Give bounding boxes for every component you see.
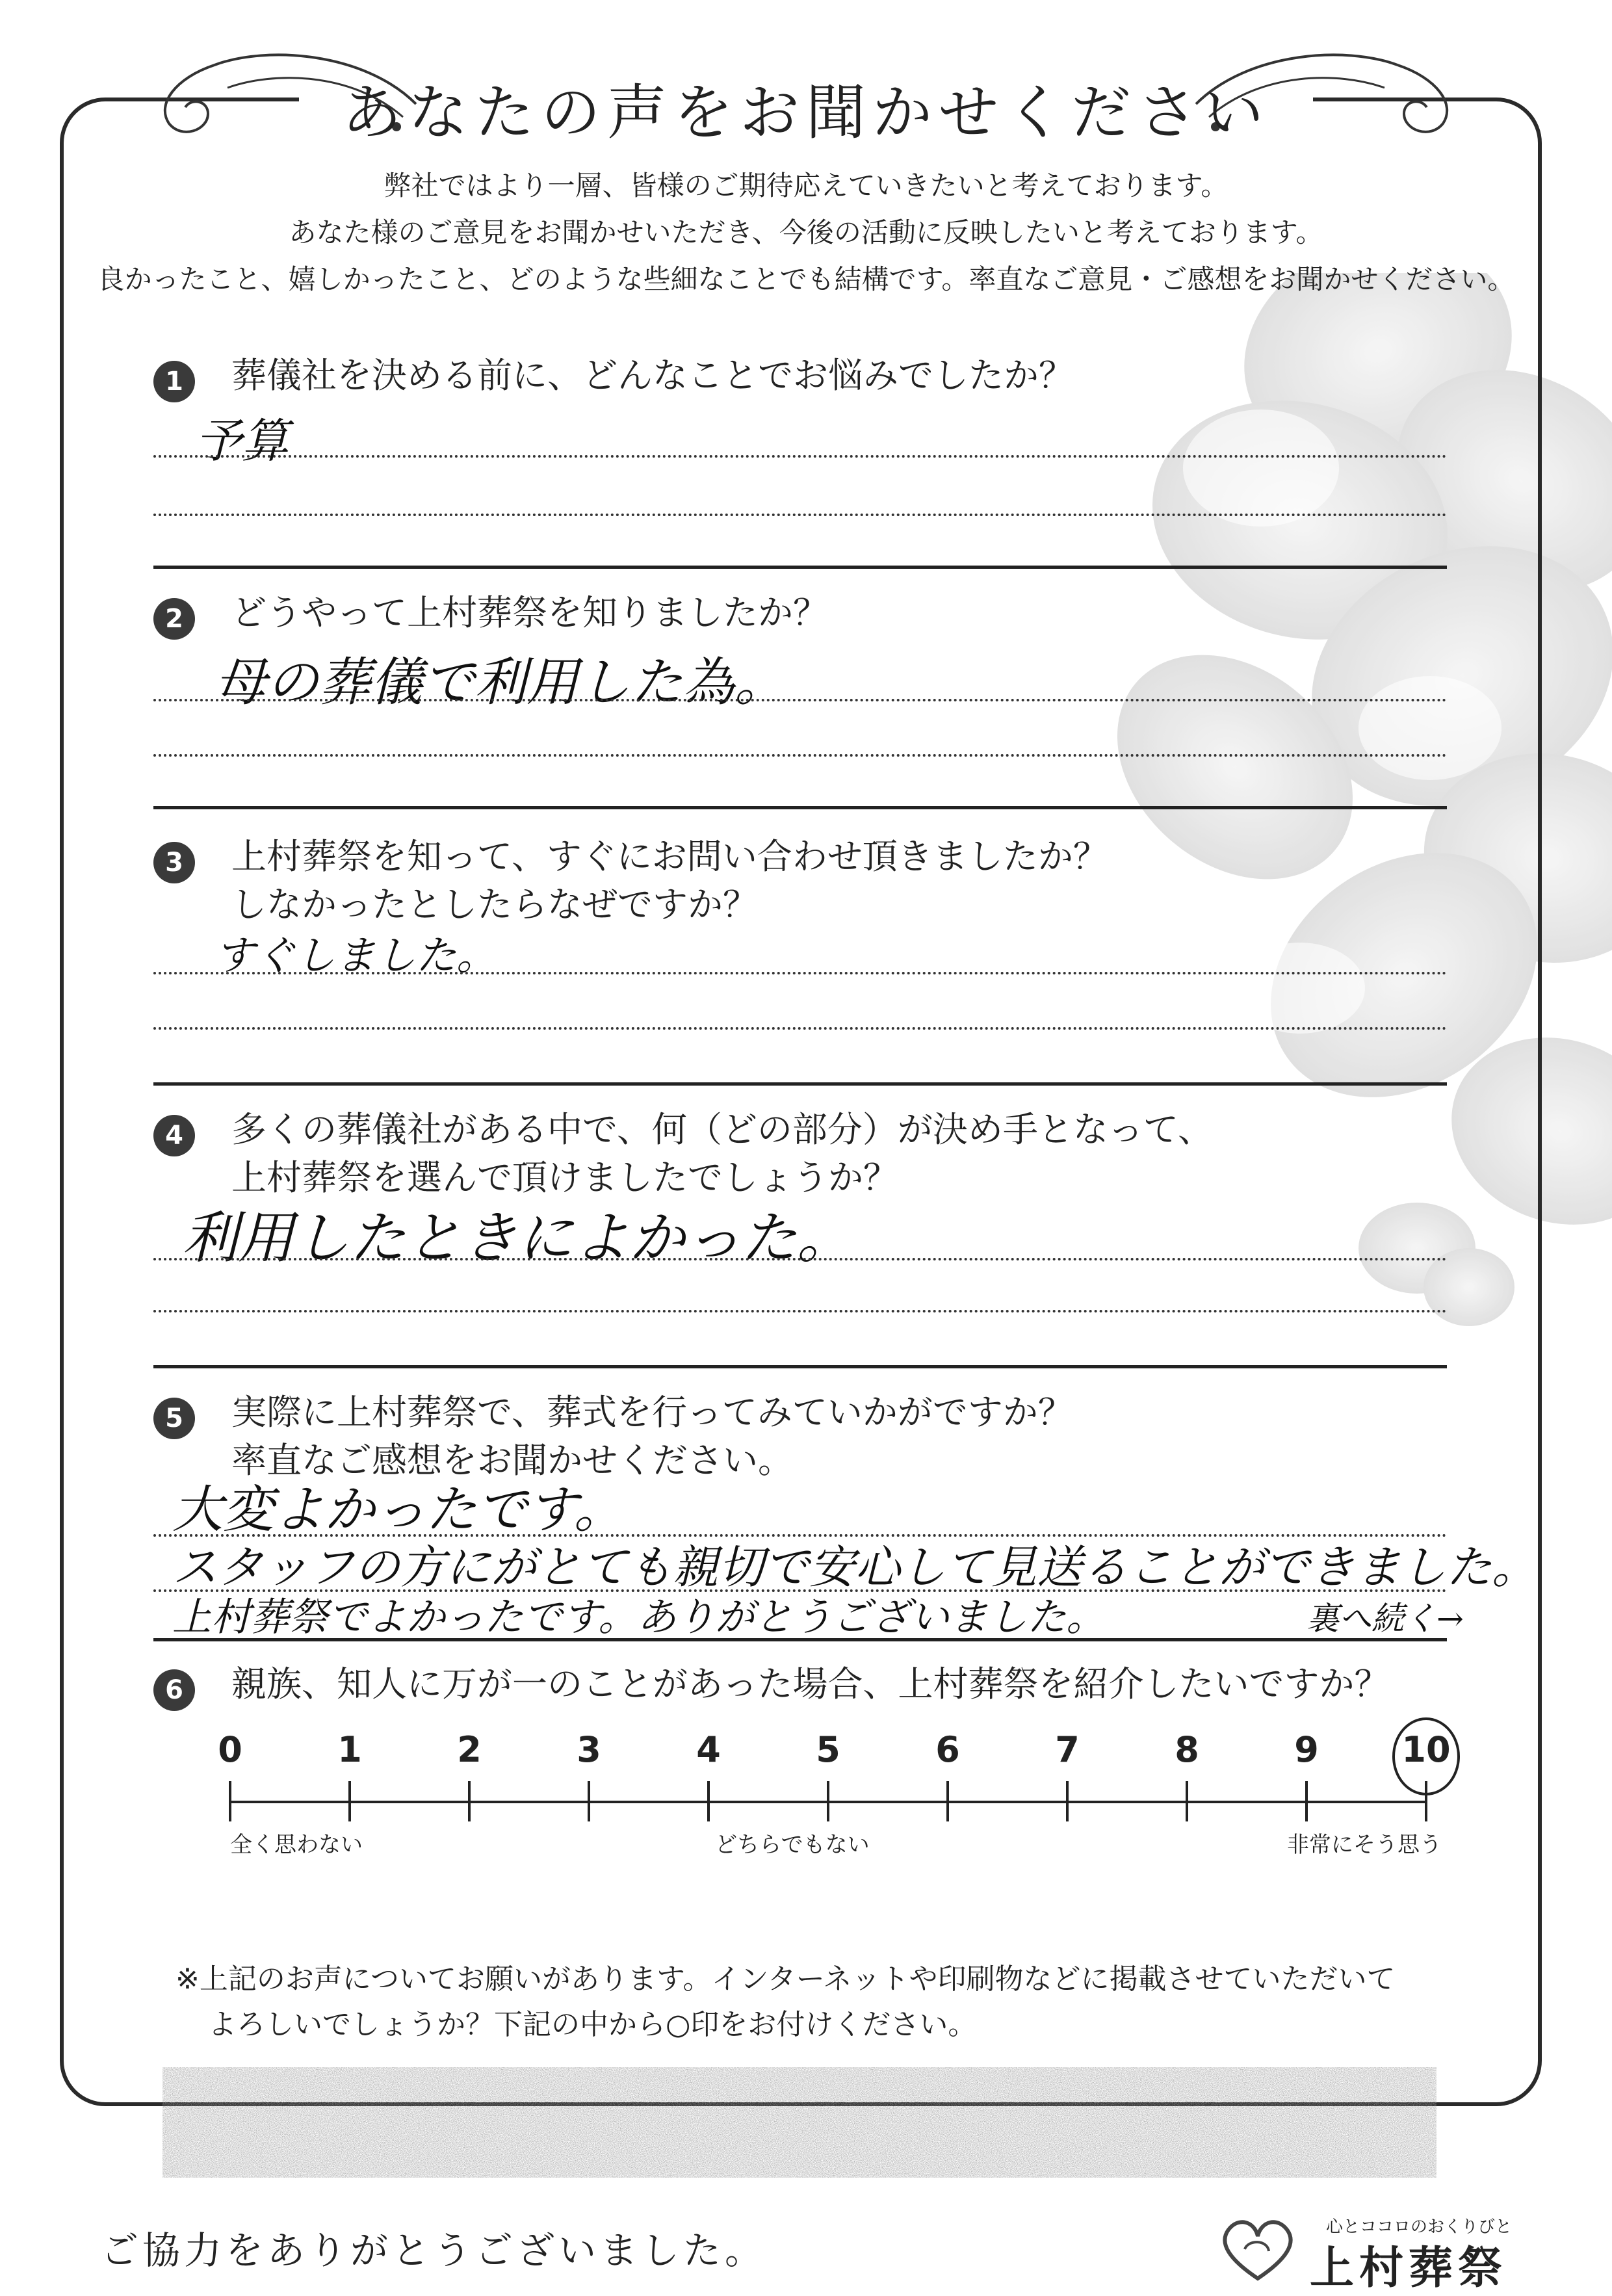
answer-4: 利用したときによかった。 bbox=[182, 1206, 853, 1271]
rating-tick-mark bbox=[946, 1781, 949, 1821]
question-text: 親族、知人に万が一のことがあった場合、上村葬祭を紹介したいですか？ bbox=[231, 1663, 1390, 1704]
rating-tick-mark bbox=[468, 1781, 471, 1821]
scale-label-low: 全く思わない bbox=[230, 1832, 363, 1858]
question-line: 上村葬祭を選んで頂けましたでしょうか？ bbox=[231, 1157, 898, 1198]
rating-tick-label-6: 6 bbox=[935, 1729, 960, 1770]
question-number-badge: 5 bbox=[153, 1398, 195, 1439]
brand-tagline: 心とココロのおくりびと bbox=[1326, 2217, 1513, 2237]
section-divider bbox=[153, 1365, 1447, 1368]
answer-5-line-1: 大変よかったです。 bbox=[172, 1481, 625, 1539]
rating-tick-label-9: 9 bbox=[1294, 1729, 1319, 1770]
question-line: しなかったとしたらなぜですか？ bbox=[231, 884, 758, 925]
question-line: 率直なご感想をお聞かせください。 bbox=[231, 1440, 793, 1481]
question-text: どうやって上村葬祭を知りましたか？ bbox=[231, 592, 828, 633]
section-divider bbox=[153, 566, 1447, 569]
heart-logo-icon bbox=[1216, 2213, 1300, 2285]
rating-tick-label-10: 10 bbox=[1401, 1729, 1451, 1770]
note-line: ※上記のお声についてお願いがあります。インターネットや印刷物などに掲載させていただいて bbox=[176, 1963, 1396, 1996]
intro-line: あなた様のご意見をお聞かせいただき、今後の活動に反映したいと考えております。 bbox=[289, 216, 1323, 248]
rating-tick-mark bbox=[348, 1781, 351, 1821]
answer-line bbox=[153, 699, 1447, 701]
section-divider bbox=[153, 806, 1447, 809]
intro-text bbox=[0, 163, 1612, 303]
rating-tick-mark bbox=[229, 1781, 231, 1821]
rating-tick-mark bbox=[827, 1781, 829, 1821]
section-divider bbox=[153, 1082, 1447, 1086]
question-line: 実際に上村葬祭で、葬式を行ってみていかがですか？ bbox=[231, 1392, 1073, 1433]
answer-3: すぐしました。 bbox=[214, 932, 497, 979]
question-text: 葬儀社を決める前に、どんなことでお悩みでしたか？ bbox=[231, 355, 1074, 396]
rating-tick-label-7: 7 bbox=[1055, 1729, 1080, 1770]
page-title: あなたの声をお聞かせください bbox=[341, 78, 1270, 148]
scale-label-high: 非常にそう思う bbox=[1287, 1832, 1442, 1858]
continued-on-back-note: 裏へ続く→ bbox=[1306, 1600, 1464, 1637]
rating-tick-label-0: 0 bbox=[218, 1729, 242, 1770]
brand-name: 上村葬祭 bbox=[1310, 2242, 1508, 2294]
rating-scale bbox=[195, 1729, 1495, 1872]
question-text bbox=[231, 833, 1108, 929]
answer-line bbox=[153, 972, 1447, 974]
question-text bbox=[231, 1106, 1213, 1202]
question-number-badge: 1 bbox=[153, 361, 195, 402]
answer-1: 予算 bbox=[195, 413, 289, 468]
answer-line bbox=[153, 754, 1447, 757]
question-number-badge: 2 bbox=[153, 598, 195, 640]
rating-tick-mark bbox=[1066, 1781, 1069, 1821]
answer-line bbox=[153, 1258, 1447, 1260]
rating-tick-label-8: 8 bbox=[1175, 1729, 1199, 1770]
answer-line bbox=[153, 1310, 1447, 1312]
redacted-area bbox=[162, 2067, 1436, 2178]
rating-tick-mark bbox=[1305, 1781, 1308, 1821]
publication-consent-note bbox=[176, 1957, 1396, 2048]
rating-tick-mark bbox=[588, 1781, 590, 1821]
question-number-badge: 4 bbox=[153, 1115, 195, 1156]
note-line: よろしいでしょうか？下記の中から○印をお付けください。 bbox=[208, 2008, 977, 2041]
rating-tick-mark bbox=[707, 1781, 710, 1821]
scale-label-mid: どちらでもない bbox=[715, 1832, 870, 1858]
intro-line: 良かったこと、嬉しかったこと、どのような些細なことでも結構です。率直なご意見・ご感想をお聞かせください。 bbox=[97, 263, 1515, 295]
rating-tick-label-3: 3 bbox=[577, 1729, 601, 1770]
thank-you-message: ご協力をありがとうございました。 bbox=[101, 2228, 767, 2273]
rating-tick-label-2: 2 bbox=[457, 1729, 482, 1770]
answer-5-line-2: スタッフの方にがとても親切で安心して見送ることができました。 bbox=[172, 1541, 1537, 1594]
answer-line bbox=[153, 1027, 1447, 1030]
section-divider bbox=[153, 1638, 1447, 1641]
rating-tick-label-5: 5 bbox=[816, 1729, 840, 1770]
question-number-badge: 6 bbox=[153, 1669, 195, 1711]
rating-tick-label-4: 4 bbox=[696, 1729, 721, 1770]
answer-line bbox=[153, 514, 1447, 516]
intro-line: 弊社ではより一層、皆様のご期待応えていきたいと考えております。 bbox=[384, 170, 1228, 202]
answer-2: 母の葬儀で利用した為。 bbox=[214, 652, 786, 712]
answer-5-line-3: 上村葬祭でよかったです。ありがとうございました。 bbox=[172, 1595, 1106, 1640]
question-number-badge: 3 bbox=[153, 842, 195, 883]
answer-line bbox=[153, 455, 1447, 458]
question-line: 上村葬祭を知って、すぐにお問い合わせ頂きましたか？ bbox=[231, 836, 1108, 877]
question-line: 多くの葬儀社がある中で、何（どの部分）が決め手となって、 bbox=[231, 1109, 1213, 1150]
selected-rating-circle bbox=[1392, 1717, 1460, 1795]
rating-tick-mark bbox=[1186, 1781, 1188, 1821]
rating-tick-label-1: 1 bbox=[337, 1729, 362, 1770]
